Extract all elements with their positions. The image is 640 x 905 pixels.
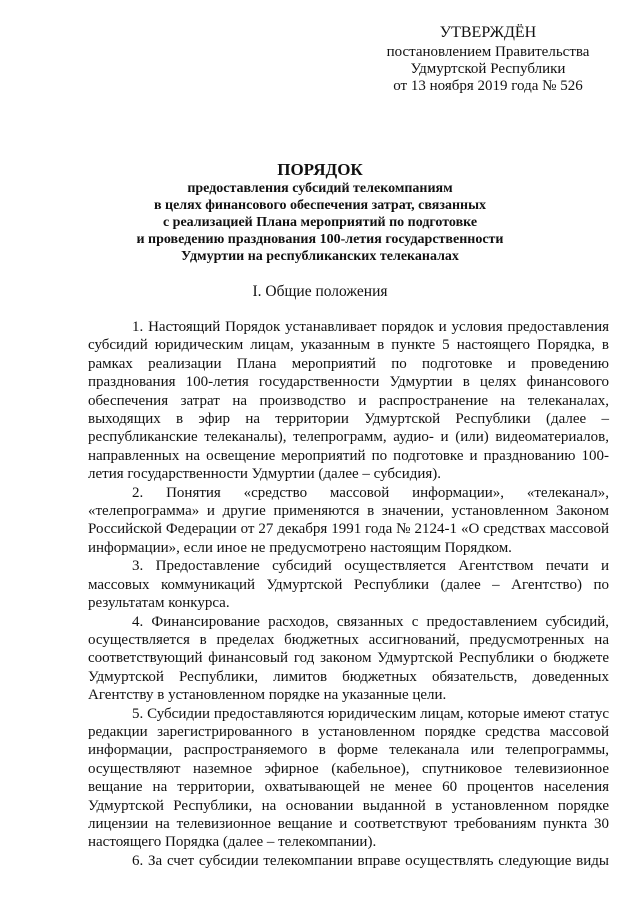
document-title <box>40 160 600 265</box>
title-line-5: Удмуртии на республиканских телеканалах <box>181 249 459 264</box>
section-heading: I. Общие положения <box>252 283 388 300</box>
approval-stamp <box>368 24 608 95</box>
title-line-3: с реализацией Плана мероприятий по подготовке <box>162 215 478 230</box>
approval-heading: УТВЕРЖДЁН <box>439 24 537 41</box>
approval-line-3: от 13 ноября 2019 года № 526 <box>393 78 583 94</box>
paragraph-5: 5. Субсидии предоставляются юридическим лицам, которые имеют статус редакции зарегистрированного в установленном порядке средства массовой информации, распространяемого в форме телеканала или телепрограммы, осуществляют наземное эфирное (кабельное), спутниковое телевизионное вещание на территории, охватывающей не менее 60 процентов населения Удмуртской Республики, на основании выданной в установленном порядке лицензии на телевизионное вещание и соответствуют требованиям пункта 30 настоящего Порядка (далее – телекомпании). <box>88 705 609 851</box>
approval-line-2: Удмуртской Республики <box>410 61 566 77</box>
paragraph-3: 3. Предоставление субсидий осуществляется Агентством печати и массовых коммуникаций Удмуртской Республики (далее – Агентство) по результатам конкурса. <box>88 558 609 612</box>
document-body <box>88 318 609 870</box>
title-line-1: предоставления субсидий телекомпаниям <box>187 181 453 196</box>
title-main: ПОРЯДОК <box>277 160 363 179</box>
approval-line-1: постановлением Правительства <box>386 44 590 60</box>
paragraph-4: 4. Финансирование расходов, связанных с предоставлением субсидий, осуществляется в пределах бюджетных ассигнований, предусмотренных на соответствующий финансовый год законом Удмуртской Республики о бюджете Удмуртской Республики, лимитов бюджетных обязательств, доведенных Агентству в установленном порядке на указанные цели. <box>88 613 609 704</box>
title-line-2: в целях финансового обеспечения затрат, связанных <box>153 198 487 213</box>
paragraph-1: 1. Настоящий Порядок устанавливает порядок и условия предоставления субсидий юридическим лицам, указанным в пункте 5 настоящего Порядка, в рамках реализации Плана мероприятий по подготовке и проведению празднования 100-летия государственности Удмуртии в целях финансового обеспечения затрат на производство и распространение на телеканалах, выходящих в эфир на территории Удмуртской Республики (далее – республиканские телеканалы), телепрограмм, аудио- и (или) видеоматериалов, направленных на освещение мероприятий по подготовке и празднованию 100-летия государственности Удмуртии (далее – субсидия). <box>88 319 609 483</box>
paragraph-2: 2. Понятия «средство массовой информации», «телеканал», «телепрограмма» и другие применяются в значении, установленном Законом Российской Федерации от 27 декабря 1991 года № 2124-1 «О средствах массовой информации», если иное не предусмотрено настоящим Порядком. <box>88 484 609 556</box>
title-line-4: и проведению празднования 100-летия государственности <box>136 232 504 247</box>
paragraph-6: 6. За счет субсидии телекомпании вправе осуществлять следующие виды <box>132 852 609 869</box>
